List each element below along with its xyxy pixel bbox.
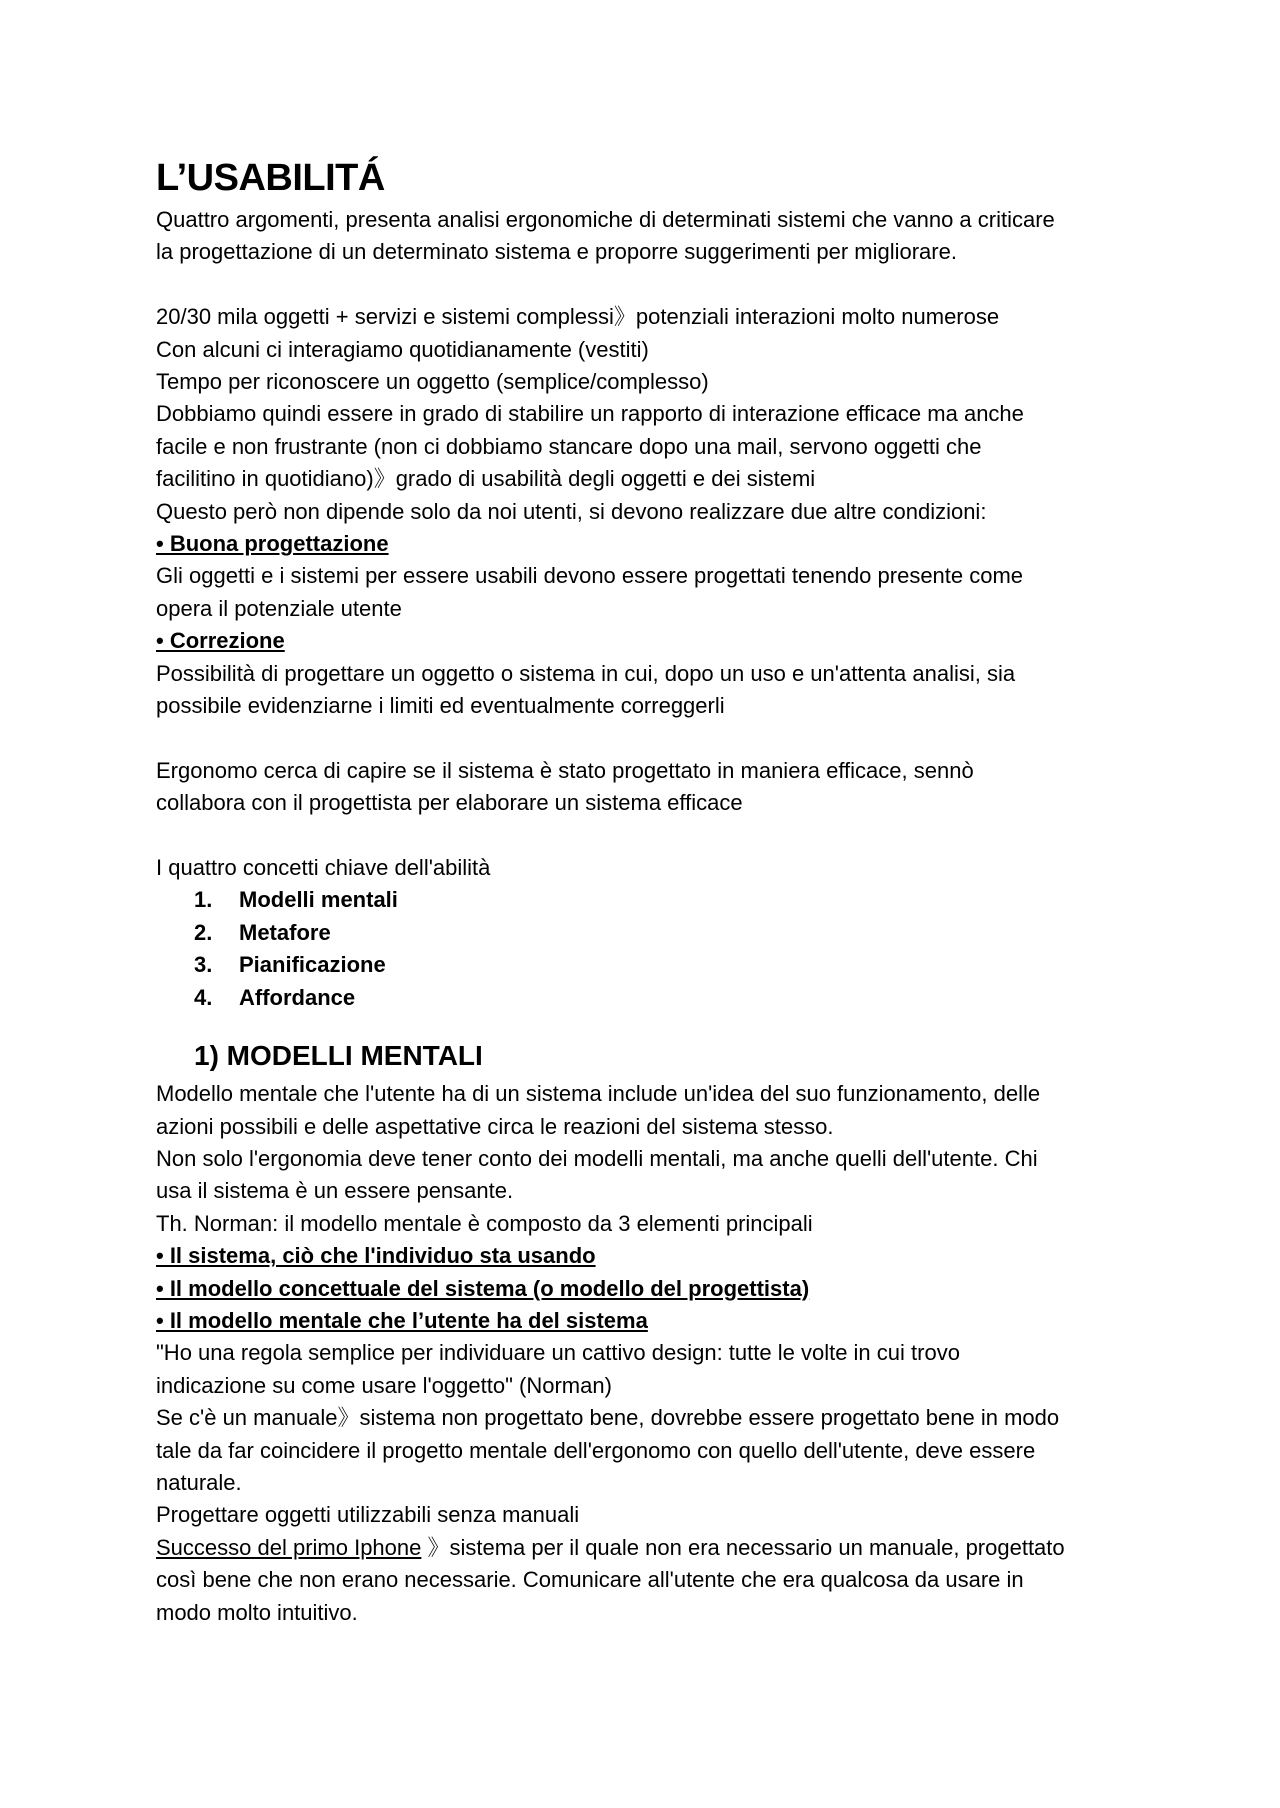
paragraph-line: opera il potenziale utente xyxy=(156,595,402,621)
paragraph-line: Gli oggetti e i sistemi per essere usabili devono essere progettati tenendo presente come xyxy=(156,563,1024,589)
paragraph-line: Progettare oggetti utilizzabili senza manuali xyxy=(156,1502,580,1528)
list-item xyxy=(156,949,1136,981)
paragraph-line: Con alcuni ci interagiamo quotidianamente (vestiti) xyxy=(156,336,649,362)
paragraph-line: Non solo l'ergonomia deve tener conto dei modelli mentali, ma anche quelli dell'utente. Chi xyxy=(156,1145,1038,1171)
paragraph-line: Questo però non dipende solo da noi utenti, si devono realizzare due altre condizioni: xyxy=(156,498,987,524)
paragraph-line: Modello mentale che l'utente ha di un sistema include un'idea del suo funzionamento, delle xyxy=(156,1081,1041,1107)
list-label: Modelli mentali xyxy=(239,887,398,913)
spacer xyxy=(156,820,1136,852)
paragraph-line: Tempo per riconoscere un oggetto (semplice/complesso) xyxy=(156,369,709,395)
paragraph-line: "Ho una regola semplice per individuare un cattivo design: tutte le volte in cui trovo xyxy=(156,1340,960,1366)
paragraph-line: collabora con il progettista per elaborare un sistema efficace xyxy=(156,790,743,816)
list-item xyxy=(156,917,1136,949)
list-label: Pianificazione xyxy=(239,952,386,978)
paragraph-line: Se c'è un manuale》sistema non progettato bene, dovrebbe essere progettato bene in modo xyxy=(156,1405,1060,1431)
condition-heading-progettazione: • Buona progettazione xyxy=(156,531,389,557)
list-number: 1. xyxy=(194,887,213,913)
paragraph-line: Th. Norman: il modello mentale è composto da 3 elementi principali xyxy=(156,1210,813,1236)
document-page xyxy=(156,152,1136,1629)
element-sistema: • Il sistema, ciò che l'individuo sta usando xyxy=(156,1243,596,1269)
intro-line: la progettazione di un determinato sistema e proporre suggerimenti per migliorare. xyxy=(156,239,957,265)
list-item xyxy=(156,884,1136,916)
concepts-list xyxy=(156,884,1136,1014)
list-item xyxy=(156,982,1136,1014)
list-number: 2. xyxy=(194,919,213,945)
page-title: L’USABILITÁ xyxy=(156,157,385,199)
paragraph-line: possibile evidenziarne i limiti ed eventualmente correggerli xyxy=(156,693,725,719)
iphone-rest-text: 》sistema per il quale non era necessario un manuale, progettato xyxy=(421,1534,1065,1560)
list-number: 4. xyxy=(194,984,213,1010)
paragraph-line: modo molto intuitivo. xyxy=(156,1599,358,1625)
paragraph-line: indicazione su come usare l'oggetto" (Norman) xyxy=(156,1372,612,1398)
element-modello-concettuale: • Il modello concettuale del sistema (o modello del progettista) xyxy=(156,1275,810,1301)
intro-line: Quattro argomenti, presenta analisi ergonomiche di determinati sistemi che vanno a criticare xyxy=(156,207,1055,232)
paragraph-line: usa il sistema è un essere pensante. xyxy=(156,1178,514,1204)
paragraph-line: Dobbiamo quindi essere in grado di stabilire un rapporto di interazione efficace ma anche xyxy=(156,401,1024,427)
concepts-intro: I quattro concetti chiave dell'abilità xyxy=(156,855,491,881)
list-label: Affordance xyxy=(239,984,356,1010)
iphone-underlined-text: Successo del primo Iphone xyxy=(156,1534,422,1560)
paragraph-line: facilitino in quotidiano)》grado di usabilità degli oggetti e dei sistemi xyxy=(156,466,816,492)
paragraph-line xyxy=(156,1532,1136,1564)
spacer xyxy=(156,722,1136,754)
list-number: 3. xyxy=(194,952,213,978)
paragraph-line: naturale. xyxy=(156,1469,242,1495)
paragraph-line: 20/30 mila oggetti + servizi e sistemi complessi》potenziali interazioni molto numerose xyxy=(156,304,1000,330)
list-label: Metafore xyxy=(239,919,331,945)
paragraph-line: Possibilità di progettare un oggetto o sistema in cui, dopo un uso e un'attenta analisi, sia xyxy=(156,660,1016,686)
condition-heading-correzione: • Correzione xyxy=(156,628,285,654)
paragraph-line: tale da far coincidere il progetto mentale dell'ergonomo con quello dell'utente, deve essere xyxy=(156,1437,1036,1463)
spacer xyxy=(156,269,1136,301)
paragraph-line: Ergonomo cerca di capire se il sistema è stato progettato in maniera efficace, sennò xyxy=(156,757,974,783)
paragraph-line: azioni possibili e delle aspettative circa le reazioni del sistema stesso. xyxy=(156,1113,834,1139)
paragraph-line: facile e non frustrante (non ci dobbiamo stancare dopo una mail, servono oggetti che xyxy=(156,433,982,459)
element-modello-mentale: • Il modello mentale che l’utente ha del sistema xyxy=(156,1307,648,1333)
section-heading-modelli-mentali: 1) MODELLI MENTALI xyxy=(194,1040,483,1072)
paragraph-line: così bene che non erano necessarie. Comunicare all'utente che era qualcosa da usare in xyxy=(156,1567,1024,1593)
